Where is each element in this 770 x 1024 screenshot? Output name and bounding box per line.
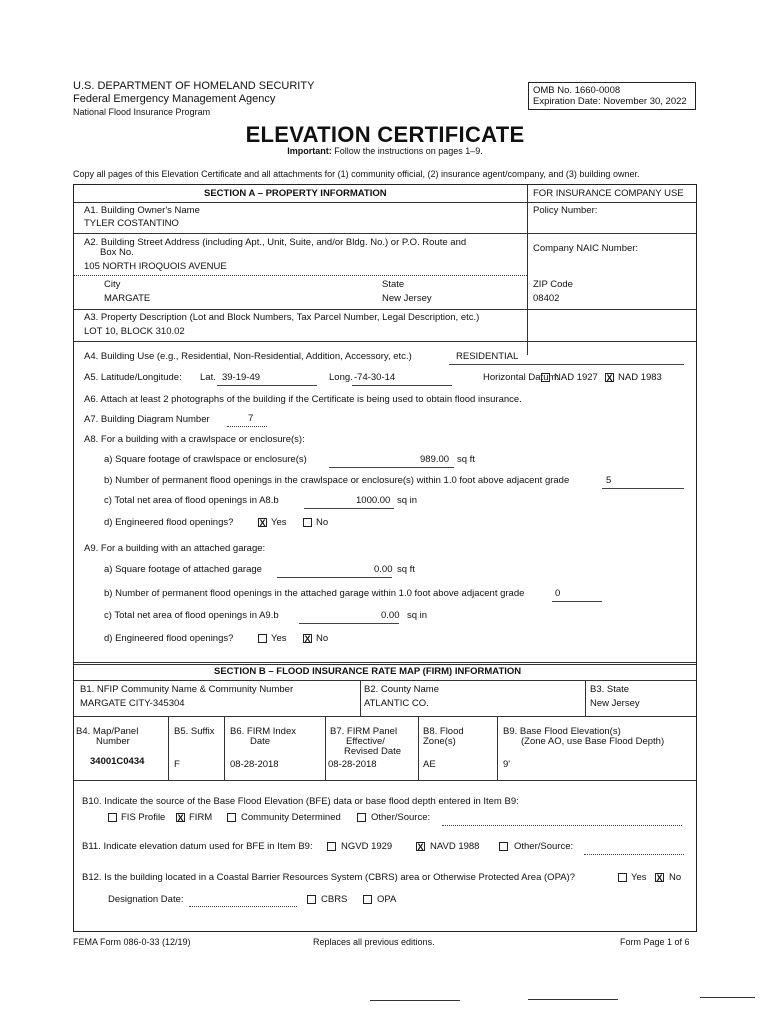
a9b-label: b) Number of permanent flood openings in the attached garage within 1.0 foot above adjacent grade bbox=[104, 588, 525, 599]
a9c-label: c) Total net area of flood openings in A9.b bbox=[104, 610, 279, 621]
a9d-label: d) Engineered flood openings? bbox=[104, 633, 234, 644]
a2-label-cont: Box No. bbox=[100, 247, 134, 258]
a9d-no-label: No bbox=[316, 633, 329, 644]
state-value[interactable]: New Jersey bbox=[382, 293, 432, 304]
a6-text: A6. Attach at least 2 photographs of the building if the Certificate is being used to obtain flood insurance. bbox=[84, 394, 522, 405]
lat-label: Lat. bbox=[200, 372, 216, 383]
navd-label: NAVD 1988 bbox=[430, 841, 480, 852]
long-label: Long. bbox=[329, 372, 353, 383]
other-source-checkbox[interactable] bbox=[357, 813, 366, 822]
b4-value[interactable]: 34001C0434 bbox=[90, 756, 145, 767]
b12-yes-label: Yes bbox=[631, 872, 647, 883]
cbrs-label: CBRS bbox=[321, 894, 348, 905]
omb-box bbox=[528, 82, 696, 110]
fis-profile-label: FIS Profile bbox=[121, 812, 166, 823]
copy-instructions: Copy all pages of this Elevation Certificate and all attachments for (1) community official, (2) insurance agent/company, and (3) building owner. bbox=[73, 169, 640, 179]
a1-value[interactable]: TYLER COSTANTINO bbox=[84, 218, 179, 229]
a8d-no-checkbox[interactable] bbox=[303, 518, 312, 527]
fis-profile-checkbox[interactable] bbox=[108, 813, 117, 822]
a8b-label: b) Number of permanent flood openings in the crawlspace or enclosure(s) within 1.0 foot above adjacent grade bbox=[104, 475, 570, 486]
designation-date-label: Designation Date: bbox=[108, 894, 184, 905]
b6-label: B6. FIRM Index bbox=[230, 726, 296, 737]
a9c-unit: sq in bbox=[407, 610, 428, 621]
a4-value[interactable]: RESIDENTIAL bbox=[456, 351, 519, 362]
dept-name: U.S. DEPARTMENT OF HOMELAND SECURITY bbox=[73, 80, 315, 92]
a8d-no-label: No bbox=[316, 517, 329, 528]
b9-label-cont: (Zone AO, use Base Flood Depth) bbox=[521, 736, 665, 747]
b1-label: B1. NFIP Community Name & Community Number bbox=[80, 684, 294, 695]
a8a-value[interactable]: 989.00 bbox=[420, 454, 450, 465]
b8-label-cont: Zone(s) bbox=[423, 736, 456, 747]
b9-label: B9. Base Flood Elevation(s) bbox=[503, 726, 621, 737]
b2-label: B2. County Name bbox=[364, 684, 439, 695]
other-datum-checkbox[interactable] bbox=[499, 842, 508, 851]
long-value[interactable]: -74-30-14 bbox=[354, 372, 396, 383]
ngvd-label: NGVD 1929 bbox=[341, 841, 393, 852]
cbrs-checkbox[interactable] bbox=[307, 895, 316, 904]
a8b-value[interactable]: 5 bbox=[606, 475, 612, 486]
b9-value[interactable]: 9' bbox=[503, 759, 511, 770]
a9d-yes-label: Yes bbox=[271, 633, 287, 644]
nad1927-label: NAD 1927 bbox=[554, 372, 598, 383]
a9a-label: a) Square footage of attached garage bbox=[104, 564, 262, 575]
a3-value[interactable]: LOT 10, BLOCK 310.02 bbox=[84, 326, 185, 337]
scan-mark bbox=[370, 1000, 460, 1001]
program-name: National Flood Insurance Program bbox=[73, 107, 211, 117]
other-datum-label: Other/Source: bbox=[514, 841, 574, 852]
a1-label: A1. Building Owner's Name bbox=[84, 205, 200, 216]
a8a-unit: sq ft bbox=[457, 454, 475, 465]
a7-value[interactable]: 7 bbox=[248, 413, 254, 424]
lat-value[interactable]: 39-19-49 bbox=[222, 372, 261, 383]
b12-yes-checkbox[interactable] bbox=[618, 873, 627, 882]
b4-label: B4. Map/Panel bbox=[76, 726, 139, 737]
ngvd-checkbox[interactable] bbox=[327, 842, 336, 851]
nad1927-checkbox[interactable] bbox=[541, 373, 550, 382]
section-a-title: SECTION A – PROPERTY INFORMATION bbox=[204, 188, 387, 199]
a2-value[interactable]: 105 NORTH IROQUOIS AVENUE bbox=[84, 261, 227, 272]
firm-label: FIRM bbox=[189, 812, 213, 823]
a8d-label: d) Engineered flood openings? bbox=[104, 517, 234, 528]
scan-mark bbox=[700, 997, 755, 998]
a9d-yes-checkbox[interactable] bbox=[258, 634, 267, 643]
b12-label: B12. Is the building located in a Coastal Barrier Resources System (CBRS) area or Otherwise Protected Area (OPA)? bbox=[82, 872, 575, 883]
b7-label-cont2: Revised Date bbox=[344, 746, 402, 757]
a9c-value[interactable]: 0.00 bbox=[381, 610, 400, 621]
b8-label: B8. Flood bbox=[423, 726, 464, 737]
b7-value[interactable]: 08-28-2018 bbox=[328, 759, 377, 770]
a9a-unit: sq ft bbox=[397, 564, 415, 575]
b10-label: B10. Indicate the source of the Base Flood Elevation (BFE) data or base flood depth entered in Item B9: bbox=[82, 796, 519, 807]
b11-label: B11. Indicate elevation datum used for BFE in Item B9: bbox=[82, 841, 313, 852]
a8d-yes-checkbox[interactable]: X bbox=[259, 518, 266, 528]
naic-label: Company NAIC Number: bbox=[533, 243, 639, 254]
a8c-value[interactable]: 1000.00 bbox=[356, 495, 391, 506]
state-label: State bbox=[382, 279, 405, 290]
community-determined-checkbox[interactable] bbox=[227, 813, 236, 822]
b5-value[interactable]: F bbox=[174, 759, 180, 770]
zip-value[interactable]: 08402 bbox=[533, 293, 560, 304]
b5-label: B5. Suffix bbox=[174, 726, 215, 737]
firm-checkbox[interactable]: X bbox=[177, 813, 184, 823]
b12-no-label: No bbox=[669, 872, 682, 883]
omb-number: OMB No. 1660-0008 bbox=[533, 85, 621, 96]
zip-label: ZIP Code bbox=[533, 279, 573, 290]
a4-label: A4. Building Use (e.g., Residential, Non-Residential, Addition, Accessory, etc.) bbox=[84, 351, 412, 362]
section-b-title: SECTION B – FLOOD INSURANCE RATE MAP (FIRM) INFORMATION bbox=[214, 666, 522, 677]
a8c-unit: sq in bbox=[397, 495, 418, 506]
important-note: Important: Follow the instructions on pages 1–9. bbox=[287, 146, 483, 156]
b12-no-checkbox[interactable]: X bbox=[656, 873, 663, 883]
a9d-no-checkbox[interactable]: X bbox=[304, 634, 311, 644]
a9-label: A9. For a building with an attached garage: bbox=[84, 543, 266, 554]
a9a-value[interactable]: 0.00 bbox=[374, 564, 393, 575]
nad1983-checkbox[interactable]: X bbox=[606, 373, 613, 383]
a5-label: A5. Latitude/Longitude: bbox=[84, 372, 182, 383]
a9b-value[interactable]: 0 bbox=[555, 588, 561, 599]
opa-label: OPA bbox=[377, 894, 397, 905]
a7-label: A7. Building Diagram Number bbox=[84, 414, 210, 425]
page-title: ELEVATION CERTIFICATE bbox=[245, 122, 525, 147]
b4-label-cont: Number bbox=[96, 736, 130, 747]
insurance-use-heading: FOR INSURANCE COMPANY USE bbox=[533, 188, 684, 199]
other-source-label: Other/Source: bbox=[371, 812, 431, 823]
a2-label: A2. Building Street Address (including Apt., Unit, Suite, and/or Bldg. No.) or P.O. Route and bbox=[84, 237, 467, 248]
b8-value[interactable]: AE bbox=[423, 759, 436, 770]
page-number: Form Page 1 of 6 bbox=[620, 937, 690, 947]
nad1983-label: NAD 1983 bbox=[618, 372, 662, 383]
a8a-label: a) Square footage of crawlspace or enclosure(s) bbox=[104, 454, 307, 465]
community-determined-label: Community Determined bbox=[241, 812, 341, 823]
horizontal-datum-label: Horizontal Datum: bbox=[483, 372, 560, 383]
replaces-note: Replaces all previous editions. bbox=[313, 937, 435, 947]
agency-name: Federal Emergency Management Agency bbox=[73, 93, 276, 105]
expiration-date: Expiration Date: November 30, 2022 bbox=[533, 96, 687, 107]
a8c-label: c) Total net area of flood openings in A8.b bbox=[104, 495, 279, 506]
b6-value[interactable]: 08-28-2018 bbox=[230, 759, 279, 770]
a8-label: A8. For a building with a crawlspace or enclosure(s): bbox=[84, 434, 305, 445]
b7-label: B7. FIRM Panel bbox=[330, 726, 398, 737]
city-label: City bbox=[104, 279, 121, 290]
a3-label: A3. Property Description (Lot and Block Numbers, Tax Parcel Number, Legal Description, etc.) bbox=[84, 312, 480, 323]
policy-number-label: Policy Number: bbox=[533, 205, 598, 216]
city-value[interactable]: MARGATE bbox=[104, 293, 151, 304]
b3-label: B3. State bbox=[590, 684, 630, 695]
b1-value[interactable]: MARGATE CITY-345304 bbox=[80, 698, 185, 709]
b2-value[interactable]: ATLANTIC CO. bbox=[364, 698, 429, 709]
b6-label-cont: Date bbox=[250, 736, 271, 747]
a8d-yes-label: Yes bbox=[271, 517, 287, 528]
scan-mark bbox=[528, 999, 618, 1000]
navd-checkbox[interactable]: X bbox=[417, 842, 424, 852]
certificate-form bbox=[73, 184, 697, 932]
b7-label-cont: Effective/ bbox=[346, 736, 385, 747]
agency-header bbox=[73, 80, 314, 119]
b3-value[interactable]: New Jersey bbox=[590, 698, 640, 709]
opa-checkbox[interactable] bbox=[363, 895, 372, 904]
form-number: FEMA Form 086-0-33 (12/19) bbox=[73, 937, 191, 947]
